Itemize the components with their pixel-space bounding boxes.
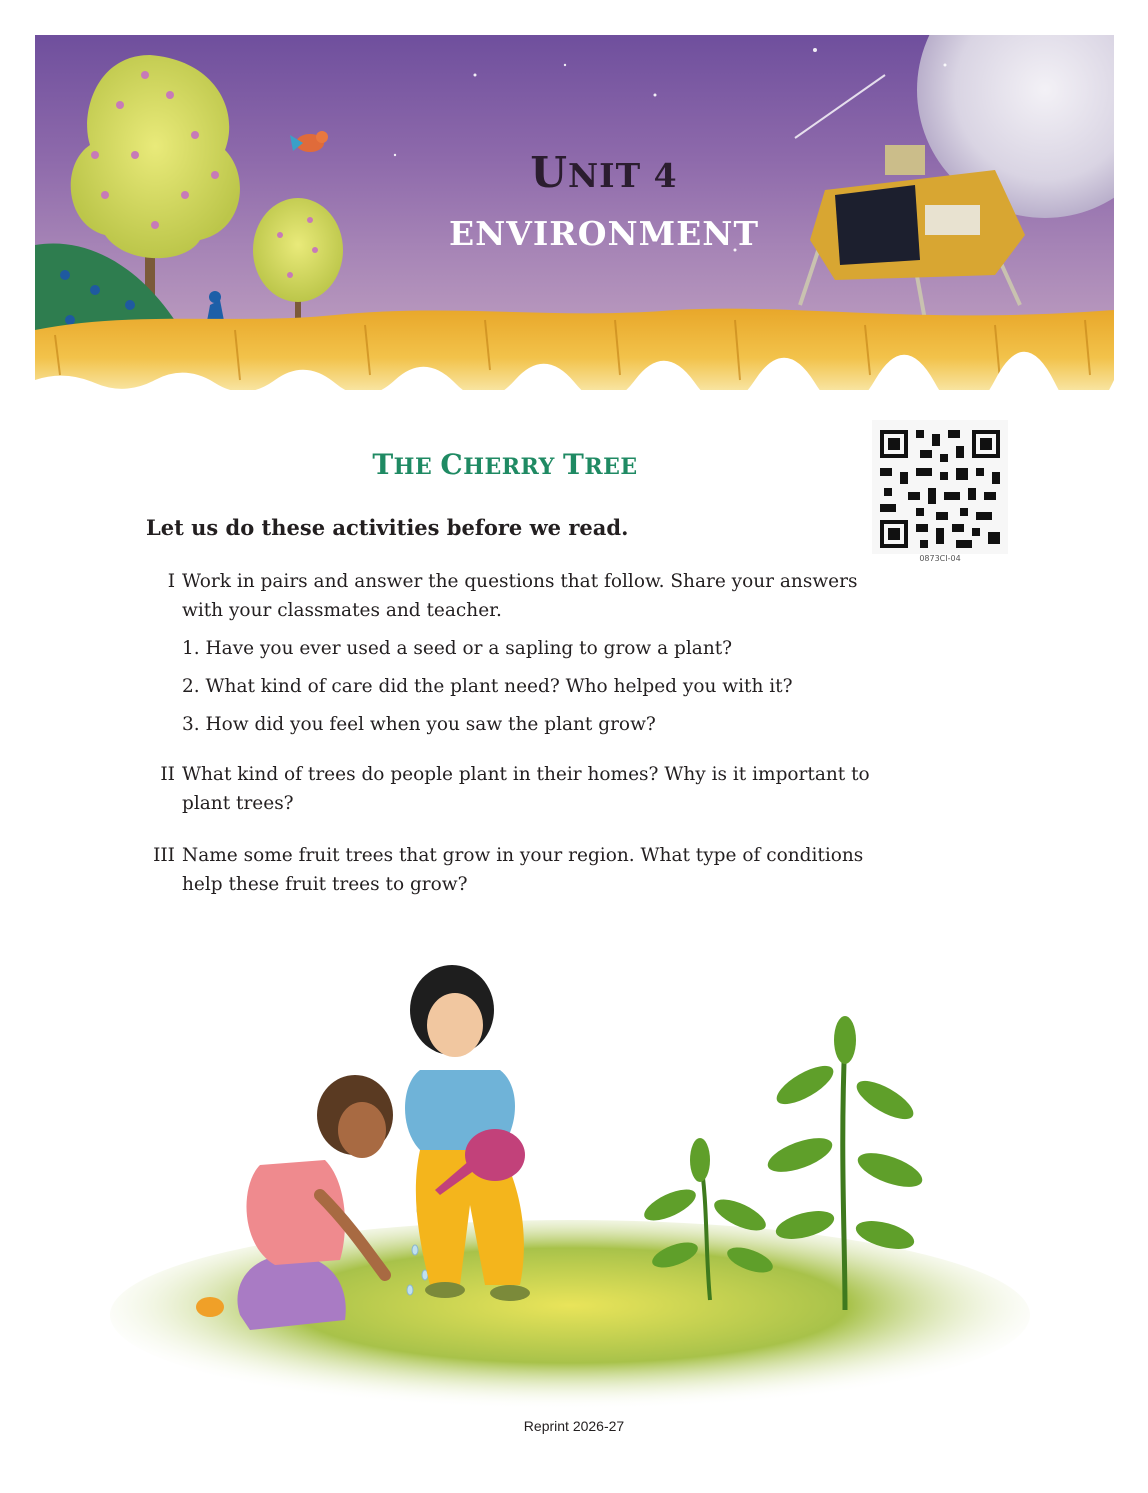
- activities-lead: Let us do these activities before we read.: [146, 515, 629, 540]
- qr-caption: 0873CI-04: [919, 554, 961, 563]
- qr-code[interactable]: [872, 420, 1008, 570]
- unit-title-initial: U: [530, 148, 569, 197]
- chapter-title-part: HERRY: [463, 454, 563, 480]
- activity-text: What kind of trees do people plant in their homes? Why is it important to plant trees?: [182, 764, 870, 814]
- activity-text: Name some fruit trees that grow in your region. What type of conditions help these fruit trees to grow?: [182, 845, 864, 895]
- chapter-title-part: T: [372, 448, 394, 481]
- question-item: 3. How did you feel when you saw the plant grow?: [182, 714, 656, 735]
- footer-reprint: Reprint 2026-27: [523, 1418, 625, 1434]
- unit-banner: [35, 35, 1114, 390]
- unit-subtitle: ENVIRONMENT: [448, 214, 760, 253]
- shooting-star: [795, 75, 885, 138]
- activity-number: III: [153, 845, 175, 866]
- qr-code-image: [872, 420, 1008, 554]
- chapter-title-part: T: [563, 448, 585, 481]
- question-item: 2. What kind of care did the plant need? Who helped you with it?: [182, 676, 793, 697]
- unit-title-rest: NIT 4: [568, 156, 678, 195]
- chapter-title-part: REE: [584, 454, 638, 480]
- chapter-title: [310, 448, 700, 481]
- activity-text: Work in pairs and answer the questions that follow. Share your answers with your classmates and teacher.: [182, 571, 858, 621]
- children-planting-illustration: [100, 955, 1030, 1415]
- banner-illustration: [35, 35, 1114, 390]
- chapter-title-part: C: [440, 448, 464, 481]
- activity-number: I: [167, 571, 175, 592]
- unit-title: [0, 148, 1148, 197]
- chapter-title-part: HE: [393, 454, 441, 480]
- activity-number: II: [160, 764, 175, 785]
- question-item: 1. Have you ever used a seed or a sapling to grow a plant?: [182, 638, 733, 659]
- tall-plant: [843, 1035, 845, 1310]
